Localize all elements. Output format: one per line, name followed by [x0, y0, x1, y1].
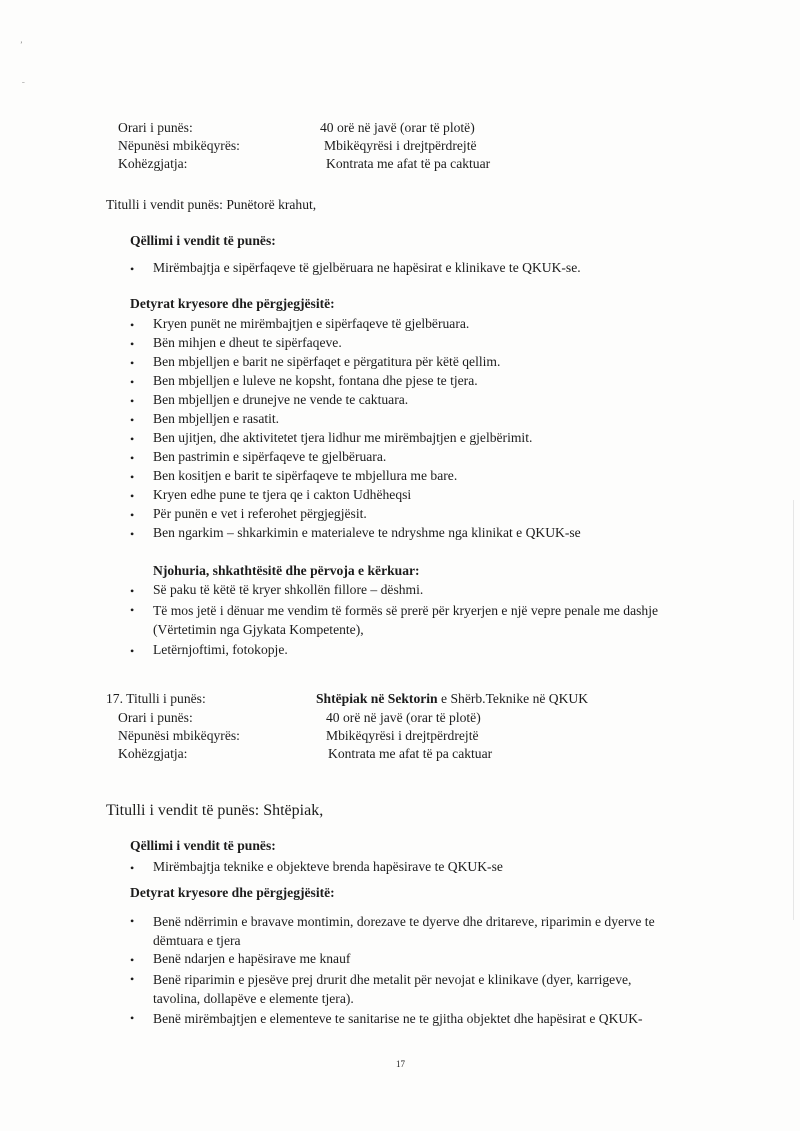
bullet-icon: •	[130, 527, 135, 541]
job-title-value	[316, 691, 588, 707]
bullet-icon: •	[130, 584, 135, 598]
list-item: Ben mbjelljen e rasatit.	[153, 411, 280, 426]
bullet-icon: •	[130, 470, 135, 484]
duties-heading: Detyrat kryesore dhe përgjegjësitë:	[130, 885, 335, 900]
info-value: 40 orë në javë (orar të plotë)	[326, 710, 481, 725]
scan-mark: ˉ	[22, 80, 25, 89]
list-item: Ben mbjelljen e luleve ne kopsht, fontana dhe pjese te tjera.	[153, 373, 478, 388]
bullet-icon: •	[130, 644, 135, 658]
bullet-icon: •	[130, 953, 135, 967]
info-label: Nëpunësi mbikëqyrës:	[118, 728, 240, 743]
list-item: Letërnjoftimi, fotokopje.	[153, 642, 288, 657]
knowledge-heading: Njohuria, shkathtësitë dhe përvoja e kërkuar:	[153, 563, 420, 578]
info-label: Nëpunësi mbikëqyrës:	[118, 138, 240, 153]
page-number: 17	[396, 1059, 405, 1069]
position-title: Titulli i vendit punës: Punëtorë krahut,	[106, 197, 317, 212]
list-item: Ben mbjelljen e drunejve ne vende te caktuara.	[153, 392, 409, 407]
position-title: Titulli i vendit të punës: Shtëpiak,	[106, 802, 324, 819]
bullet-icon: •	[130, 972, 135, 986]
list-item: Së paku të këtë të kryer shkollën fillore – dëshmi.	[153, 582, 424, 597]
list-item: Ben ujitjen, dhe aktivitetet tjera lidhur me mirëmbajtjen e gjelbërimit.	[153, 430, 533, 445]
scan-edge-line	[793, 500, 794, 920]
list-item: Ben ngarkim – shkarkimin e materialeve te ndryshme nga klinikat e QKUK-se	[153, 525, 581, 540]
bullet-icon: •	[130, 375, 135, 389]
list-item: Benë mirëmbajtjen e elementeve te sanitarise ne te gjitha objektet dhe hapësirat e QKUK-	[153, 1011, 643, 1026]
job-title-rest: e Shërb.Teknike në QKUK	[441, 691, 589, 706]
info-label: Orari i punës:	[118, 120, 193, 135]
bullet-icon: •	[130, 413, 135, 427]
job-title-label: 17. Titulli i punës:	[106, 691, 206, 706]
bullet-icon: •	[130, 603, 135, 617]
bullet-icon: •	[130, 356, 135, 370]
info-value: Mbikëqyrësi i drejtpërdrejtë	[326, 728, 479, 743]
info-value: Kontrata me afat të pa caktuar	[326, 156, 491, 171]
bullet-icon: •	[130, 394, 135, 408]
bullet-icon: •	[130, 489, 135, 503]
bullet-icon: •	[130, 432, 135, 446]
list-item: Ben mbjelljen e barit ne sipërfaqet e përgatitura për këtë qellim.	[153, 354, 501, 369]
list-item: Kryen edhe pune te tjera qe i cakton Udhëheqsi	[153, 487, 412, 502]
bullet-icon: •	[130, 508, 135, 522]
duties-heading: Detyrat kryesore dhe përgjegjësitë:	[130, 296, 335, 311]
list-item: Ben kositjen e barit te sipërfaqeve te mbjellura me bare.	[153, 468, 458, 483]
purpose-heading: Qëllimi i vendit të punës:	[130, 233, 276, 248]
info-label: Kohëzgjatja:	[118, 156, 188, 171]
bullet-icon: •	[130, 262, 135, 276]
bullet-icon: •	[130, 318, 135, 332]
list-item: Ben pastrimin e sipërfaqeve te gjelbëruara.	[153, 449, 387, 464]
list-item: Benë ndarjen e hapësirave me knauf	[153, 951, 351, 966]
list-item: Të mos jetë i dënuar me vendim të formës së prerë për kryerjen e një vepre penale me dashje (Vërtetimin nga Gjykata Kompetente),	[153, 603, 659, 637]
bullet-icon: •	[130, 914, 135, 928]
info-value: Kontrata me afat të pa caktuar	[328, 746, 493, 761]
scan-mark: ʼ	[20, 40, 23, 49]
list-item: Kryen punët ne mirëmbajtjen e sipërfaqeve të gjelbëruara.	[153, 316, 470, 331]
list-item: Benë ndërrimin e bravave montimin, dorezave te dyerve dhe dritareve, riparimin e dyerve te dëmtuara e tjera	[153, 914, 655, 948]
bullet-icon: •	[130, 451, 135, 465]
bullet-icon: •	[130, 337, 135, 351]
list-item: Benë riparimin e pjesëve prej drurit dhe metalit për nevojat e klinikave (dyer, karrigeve, tavolina, dollapëve e elemente tjera).	[153, 972, 632, 1006]
info-value: Mbikëqyrësi i drejtpërdrejtë	[324, 138, 477, 153]
bullet-icon: •	[130, 1011, 135, 1025]
list-item: Bën mihjen e dheut te sipërfaqeve.	[153, 335, 342, 350]
list-item: Për punën e vet i referohet përgjegjësit.	[153, 506, 367, 521]
purpose-item: Mirëmbajtja e sipërfaqeve të gjelbëruara ne hapësirat e klinikave te QKUK-se.	[153, 260, 581, 275]
info-label: Kohëzgjatja:	[118, 746, 188, 761]
info-label: Orari i punës:	[118, 710, 193, 725]
job-title-bold: Shtëpiak në Sektorin	[316, 691, 438, 706]
info-value: 40 orë në javë (orar të plotë)	[320, 120, 475, 135]
bullet-icon: •	[130, 861, 135, 875]
purpose-heading: Qëllimi i vendit të punës:	[130, 838, 276, 853]
purpose-item: Mirëmbajtja teknike e objekteve brenda hapësirave te QKUK-se	[153, 859, 503, 874]
